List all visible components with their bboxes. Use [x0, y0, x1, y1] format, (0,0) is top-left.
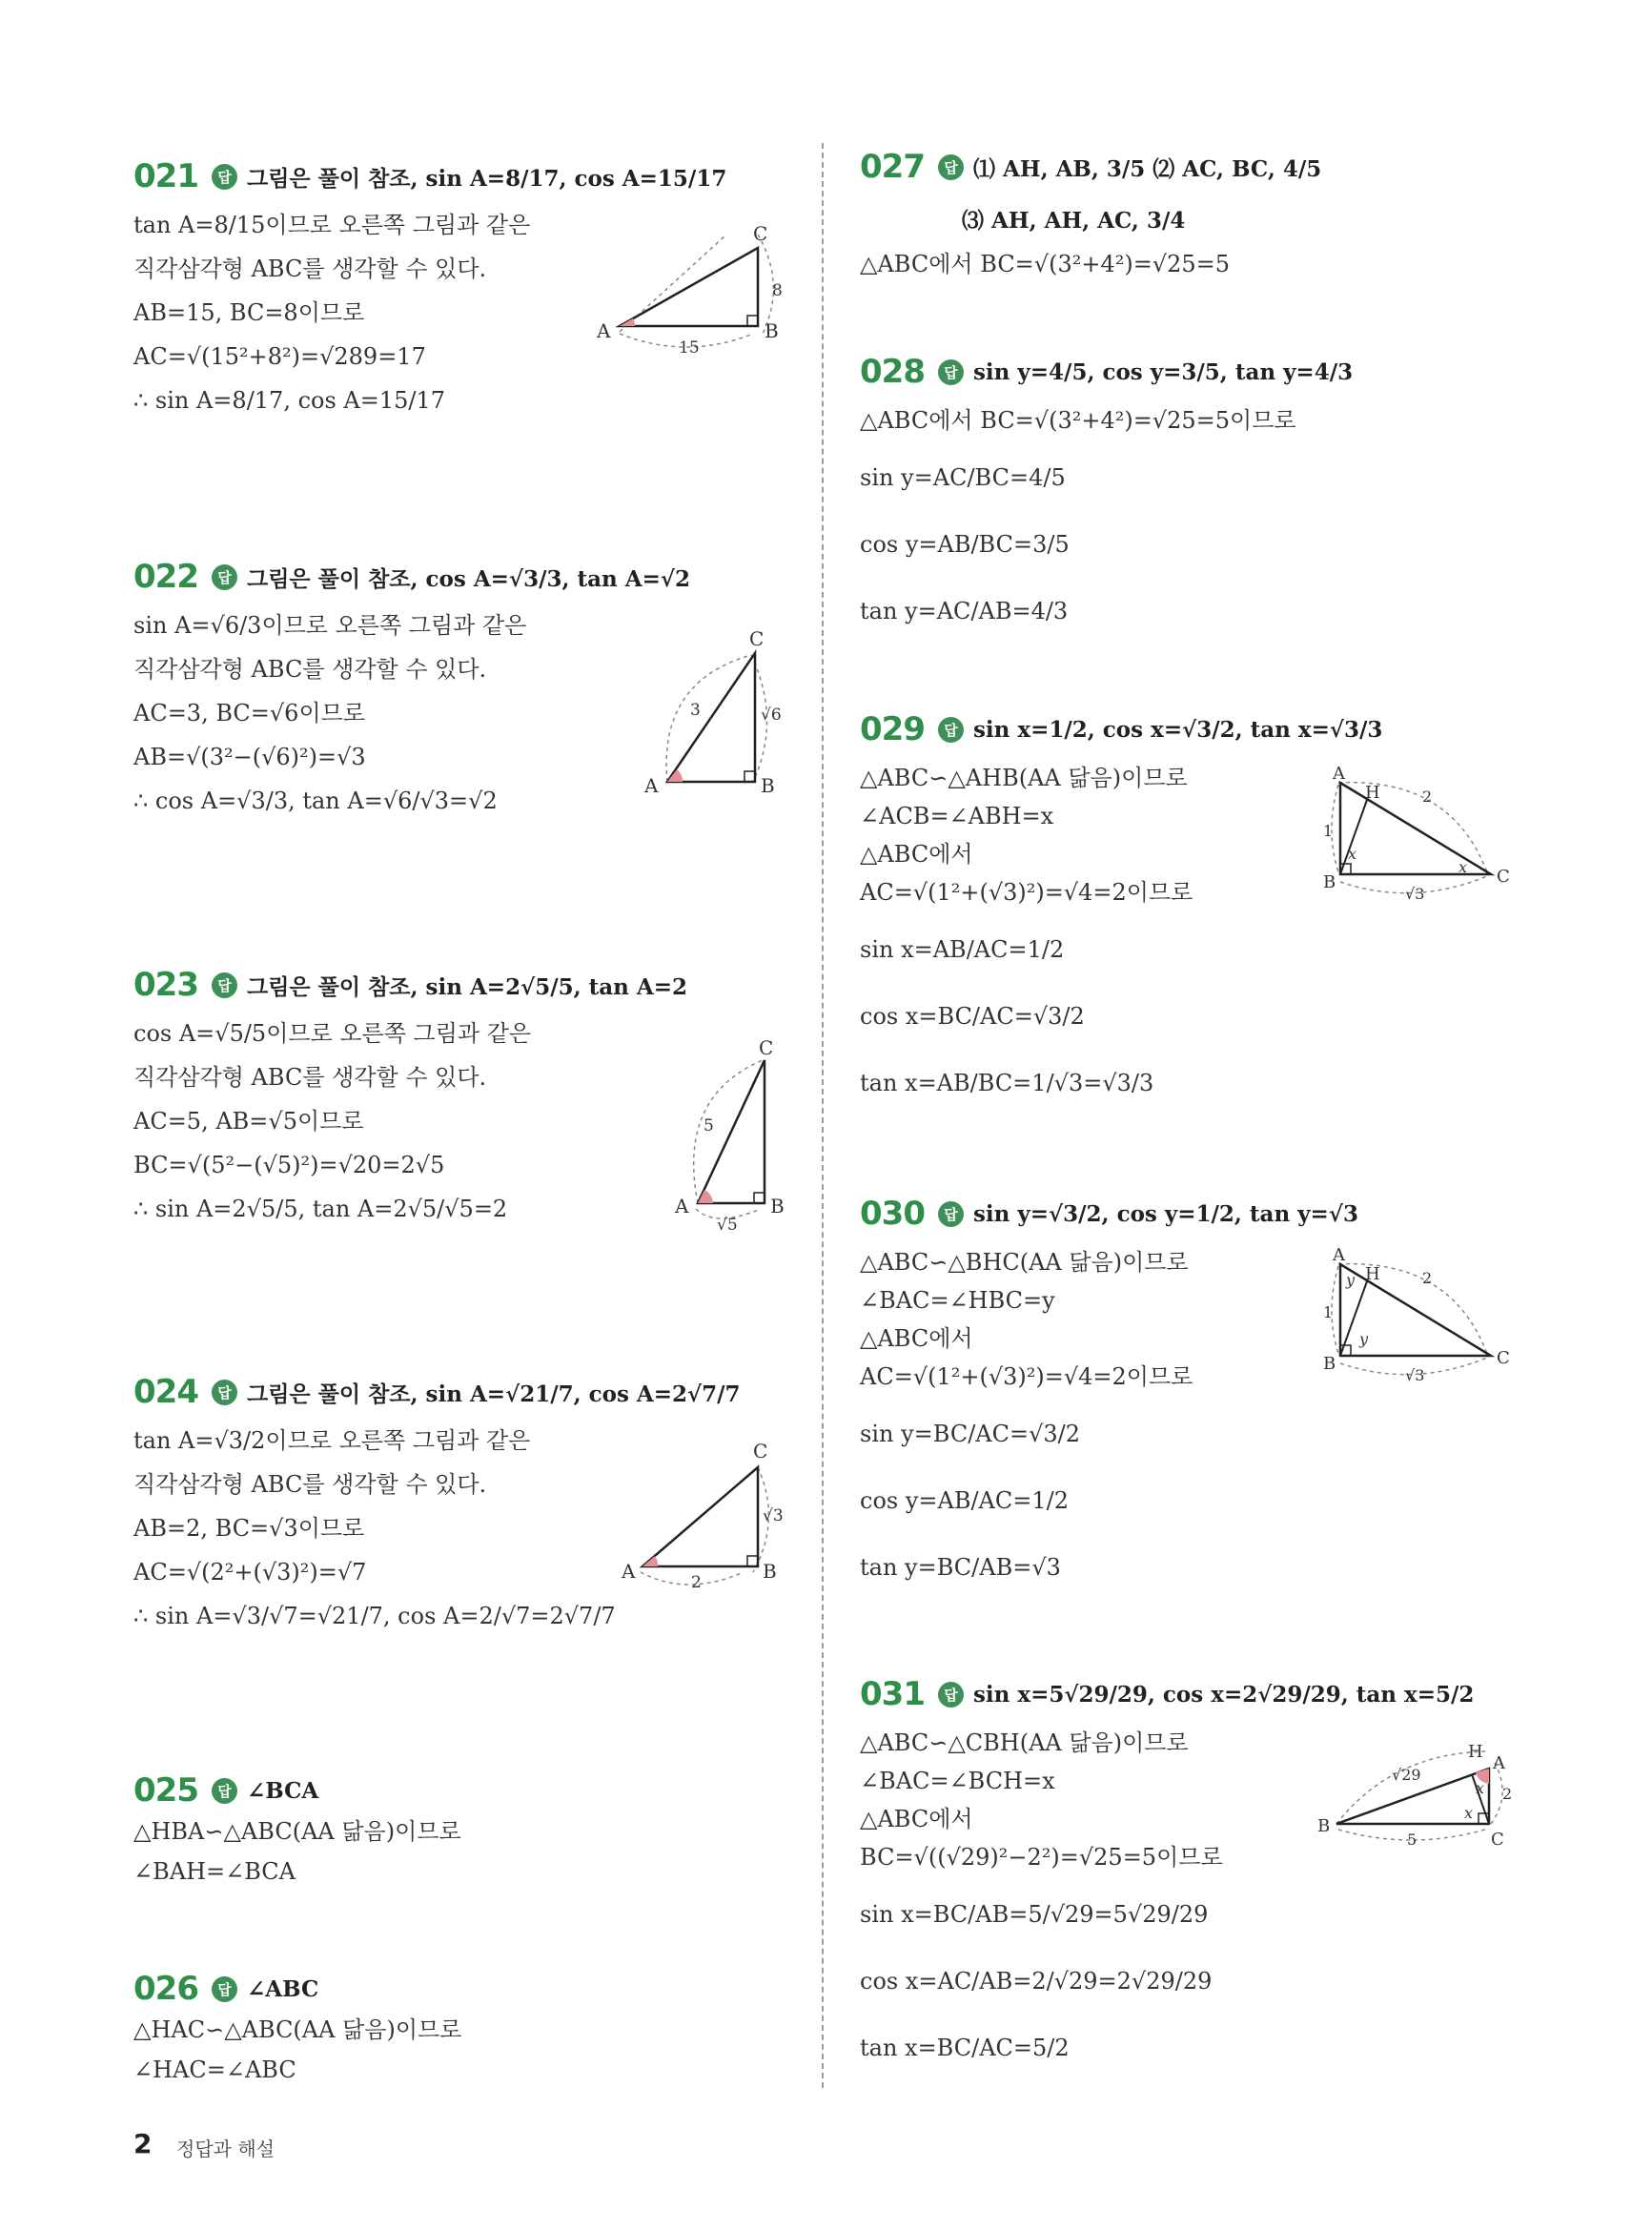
- problem-027: [860, 148, 1321, 278]
- vertex-h: H: [1468, 1742, 1483, 1762]
- vertex-b: B: [770, 1195, 785, 1217]
- problem-022: [133, 558, 690, 815]
- side-label: 5: [1407, 1831, 1417, 1849]
- angle-label: x: [1458, 858, 1468, 876]
- answer-line: [860, 1195, 1358, 1233]
- side-label: 2: [691, 1573, 702, 1592]
- problem-026: [133, 1970, 461, 2084]
- triangle-figure-022: [639, 624, 810, 806]
- solution-line: cos x=BC/AC=√3/2: [860, 1003, 1085, 1030]
- solution-line: cos A=√5/5이므로 오른쪽 그림과 같은: [133, 1020, 532, 1047]
- solution-line: sin x=AB/AC=1/2: [860, 936, 1065, 963]
- solution-line: tan x=BC/AC=5/2: [860, 2035, 1070, 2061]
- vertex-b: B: [1323, 872, 1336, 892]
- answer-line: [860, 710, 1382, 748]
- vertex-b: B: [1317, 1816, 1331, 1836]
- vertex-a: A: [622, 1560, 636, 1583]
- solution-line: AC=√(1²+(√3)²)=√4=2이므로: [860, 879, 1193, 906]
- answer-text: ∠BCA: [246, 1777, 319, 1804]
- problem-number: 030: [860, 1195, 925, 1233]
- solution-line: sin y=AC/BC=4/5: [860, 464, 1066, 491]
- answer-line: [860, 353, 1353, 391]
- solution-line: 직각삼각형 ABC를 생각할 수 있다.: [133, 656, 487, 683]
- vertex-c: C: [759, 1036, 774, 1059]
- solution-line: tan A=8/15이므로 오른쪽 그림과 같은: [133, 212, 531, 238]
- solution-line: AB=15, BC=8이므로: [133, 299, 365, 326]
- side-label: √6: [761, 706, 782, 725]
- side-label: 15: [679, 338, 700, 358]
- problem-number: 026: [133, 1970, 198, 2008]
- answer-line: [133, 1771, 461, 1810]
- side-label: 1: [1323, 1303, 1334, 1321]
- solution-line: △HAC∽△ABC(AA 닮음)이므로: [133, 2016, 462, 2043]
- solution-line: sin y=BC/AC=√3/2: [860, 1421, 1080, 1447]
- answer-badge: 답: [212, 1778, 237, 1804]
- vertex-c: C: [1497, 867, 1510, 887]
- angle-label: x: [1464, 1804, 1474, 1822]
- solution-line: AC=√(15²+8²)=√289=17: [133, 343, 426, 370]
- answer-text: sin x=5√29/29, cos x=2√29/29, tan x=5/2: [972, 1681, 1475, 1708]
- solution-line: △ABC에서 BC=√(3²+4²)=√25=5이므로: [860, 407, 1296, 434]
- answer-text: 그림은 풀이 참조, sin A=8/17, cos A=15/17: [246, 165, 727, 192]
- answer-text: 그림은 풀이 참조, sin A=√21/7, cos A=2√7/7: [246, 1381, 741, 1407]
- side-label: √3: [763, 1506, 784, 1525]
- vertex-b: B: [761, 774, 775, 797]
- answer-line: [133, 157, 726, 195]
- problem-number: 025: [133, 1771, 198, 1810]
- solution-line: AC=√(1²+(√3)²)=√4=2이므로: [860, 1363, 1193, 1390]
- solution-line: 직각삼각형 ABC를 생각할 수 있다.: [133, 1471, 487, 1498]
- vertex-b: B: [765, 319, 779, 342]
- problem-number: 029: [860, 710, 925, 748]
- angle-label: y: [1346, 1271, 1356, 1289]
- vertex-a: A: [675, 1195, 689, 1217]
- vertex-b: B: [1323, 1354, 1336, 1374]
- problem-number: 022: [133, 558, 198, 596]
- vertex-c: C: [753, 1440, 768, 1463]
- answer-badge: 답: [938, 717, 964, 743]
- problem-030: [860, 1195, 1358, 1582]
- answer-badge: 답: [212, 1976, 237, 2002]
- problem-number: 027: [860, 148, 925, 186]
- answer-line: [133, 1970, 461, 2008]
- answer-badge: 답: [212, 564, 237, 590]
- solution-line: AB=√(3²−(√6)²)=√3: [133, 744, 366, 770]
- solution-line: sin x=BC/AB=5/√29=5√29/29: [860, 1901, 1209, 1928]
- solution-line: ∴ sin A=8/17, cos A=15/17: [133, 387, 446, 414]
- vertex-a: A: [1493, 1753, 1505, 1773]
- solution-line: ∴ sin A=√3/√7=√21/7, cos A=2/√7=2√7/7: [133, 1603, 616, 1629]
- side-label: 3: [690, 701, 701, 720]
- problem-023: [133, 966, 687, 1223]
- answer-badge: 답: [212, 164, 237, 190]
- solution-line: cos y=AB/AC=1/2: [860, 1487, 1069, 1514]
- solution-line: ∴ sin A=2√5/5, tan A=2√5/√5=2: [133, 1196, 508, 1222]
- problem-025: [133, 1771, 461, 1886]
- vertex-c: C: [1491, 1830, 1504, 1850]
- side-label: 5: [704, 1116, 714, 1135]
- solution-line: cos x=AC/AB=2/√29=2√29/29: [860, 1968, 1213, 1995]
- answer-text: ⑴ AH, AB, 3/5 ⑵ AC, BC, 4/5: [972, 155, 1322, 182]
- solution-line: AC=3, BC=√6이므로: [133, 700, 366, 726]
- answer-line: [133, 966, 687, 1004]
- answer-text: 그림은 풀이 참조, sin A=2√5/5, tan A=2: [246, 973, 687, 1000]
- answer-badge: 답: [212, 1380, 237, 1405]
- vertex-c: C: [753, 222, 768, 245]
- solution-line: AB=2, BC=√3이므로: [133, 1515, 365, 1542]
- side-label: 2: [1422, 788, 1433, 806]
- solution-line: △ABC∽△CBH(AA 닮음)이므로: [860, 1729, 1189, 1756]
- answer-text: sin y=√3/2, cos y=1/2, tan y=√3: [972, 1200, 1358, 1227]
- answer-line: [133, 1373, 741, 1411]
- side-label: 2: [1502, 1785, 1513, 1803]
- solution-line: sin A=√6/3이므로 오른쪽 그림과 같은: [133, 612, 527, 639]
- answer-text: sin x=1/2, cos x=√3/2, tan x=√3/3: [972, 716, 1383, 743]
- answer-badge: 답: [938, 1682, 964, 1708]
- solution-line: △ABC에서: [860, 1806, 973, 1832]
- solution-line: 직각삼각형 ABC를 생각할 수 있다.: [133, 1064, 487, 1091]
- answer-badge: 답: [938, 359, 964, 385]
- solution-line: △ABC∽△AHB(AA 닮음)이므로: [860, 765, 1188, 791]
- vertex-h: H: [1365, 783, 1380, 803]
- solution-line: ∠BAC=∠HBC=y: [860, 1287, 1055, 1314]
- problem-number: 024: [133, 1373, 198, 1411]
- side-label: √5: [717, 1216, 738, 1235]
- problem-029: [860, 710, 1382, 1097]
- answer-badge: 답: [938, 154, 964, 180]
- triangle-figure-021: [591, 222, 801, 360]
- page-number: 2: [133, 2128, 153, 2159]
- solution-line: △ABC∽△BHC(AA 닮음)이므로: [860, 1249, 1189, 1276]
- solution-line: ∠ACB=∠ABH=x: [860, 803, 1054, 829]
- side-label: √3: [1405, 885, 1425, 903]
- solution-line: △HBA∽△ABC(AA 닮음)이므로: [133, 1818, 461, 1845]
- answer-badge: 답: [938, 1201, 964, 1227]
- solution-line: tan x=AB/BC=1/√3=√3/3: [860, 1070, 1154, 1096]
- side-label: √29: [1392, 1766, 1421, 1784]
- problem-number: 023: [133, 966, 198, 1004]
- solution-line: cos y=AB/BC=3/5: [860, 531, 1070, 558]
- answer-line: [860, 148, 1321, 186]
- vertex-c: C: [1497, 1348, 1510, 1368]
- column-divider: [822, 143, 824, 2088]
- problem-028: [860, 353, 1353, 625]
- angle-label: y: [1359, 1330, 1369, 1348]
- solution-line: tan A=√3/2이므로 오른쪽 그림과 같은: [133, 1427, 531, 1454]
- vertex-c: C: [749, 627, 765, 650]
- side-label: 8: [772, 281, 783, 300]
- solution-line: tan y=BC/AB=√3: [860, 1554, 1061, 1581]
- answer-line-2: [860, 203, 1321, 235]
- answer-line: [133, 558, 690, 596]
- vertex-h: H: [1365, 1264, 1380, 1284]
- angle-label: x: [1348, 845, 1357, 863]
- vertex-a: A: [1333, 1245, 1345, 1265]
- answer-text-2: ⑶ AH, AH, AC, 3/4: [962, 208, 1186, 234]
- triangle-figure-024: [620, 1440, 801, 1592]
- triangle-figure-031: [1315, 1730, 1525, 1854]
- solution-line: △ABC에서 BC=√(3²+4²)=√25=5: [860, 251, 1231, 277]
- triangle-figure-030: [1317, 1245, 1518, 1384]
- problem-number: 028: [860, 353, 925, 391]
- problem-number: 021: [133, 157, 198, 195]
- triangle-figure-023: [667, 1036, 801, 1235]
- solution-line: AC=√(2²+(√3)²)=√7: [133, 1559, 367, 1586]
- solution-line: BC=√(5²−(√5)²)=√20=2√5: [133, 1152, 445, 1178]
- problem-number: 031: [860, 1675, 925, 1713]
- answer-text: sin y=4/5, cos y=3/5, tan y=4/3: [972, 358, 1354, 385]
- solution-line: ∠BAH=∠BCA: [133, 1858, 296, 1885]
- solution-line: BC=√((√29)²−2²)=√25=5이므로: [860, 1844, 1223, 1871]
- vertex-b: B: [763, 1560, 777, 1583]
- triangle-figure-029: [1317, 764, 1518, 903]
- vertex-a: A: [644, 774, 659, 797]
- solution-line: 직각삼각형 ABC를 생각할 수 있다.: [133, 256, 487, 282]
- solution-line: AC=5, AB=√5이므로: [133, 1108, 364, 1135]
- side-label: 2: [1422, 1269, 1433, 1287]
- answer-line: [860, 1675, 1474, 1713]
- vertex-a: A: [1333, 764, 1345, 784]
- solution-line: ∴ cos A=√3/3, tan A=√6/√3=√2: [133, 788, 498, 814]
- answer-badge: 답: [212, 972, 237, 998]
- angle-label: x: [1476, 1779, 1485, 1797]
- solution-line: △ABC에서: [860, 1325, 973, 1352]
- vertex-a: A: [597, 319, 611, 342]
- solution-line: △ABC에서: [860, 841, 973, 868]
- solution-line: ∠BAC=∠BCH=x: [860, 1768, 1055, 1794]
- solution-line: ∠HAC=∠ABC: [133, 2056, 296, 2083]
- solution-line: tan y=AC/AB=4/3: [860, 598, 1069, 624]
- side-label: √3: [1405, 1366, 1425, 1384]
- page-label: 정답과 해설: [176, 2138, 275, 2160]
- side-label: 1: [1323, 822, 1334, 840]
- answer-text: ∠ABC: [246, 1975, 319, 2002]
- answer-text: 그림은 풀이 참조, cos A=√3/3, tan A=√2: [246, 565, 690, 592]
